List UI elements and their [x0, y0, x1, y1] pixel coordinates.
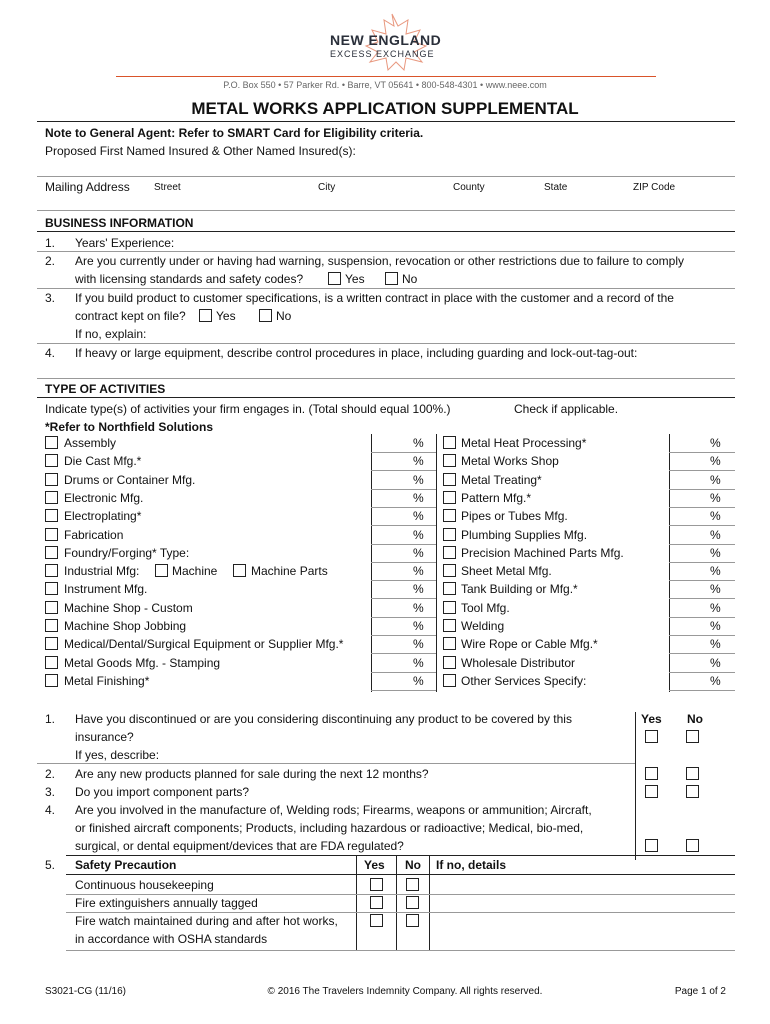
activity-left-percent-field[interactable]	[372, 563, 412, 580]
activity-right-percent: %	[710, 472, 721, 487]
activities-instruction: Indicate type(s) of activities your firm engages in. (Total should equal 100%.)	[45, 402, 451, 416]
bq3-num: 3.	[45, 291, 56, 305]
activity-left-percent-field[interactable]	[372, 581, 412, 598]
mailing-underline	[37, 210, 735, 211]
activity-right-percent-field[interactable]	[670, 673, 708, 690]
activity-left-percent-field[interactable]	[372, 673, 412, 690]
q3-no-checkbox[interactable]	[686, 785, 699, 798]
activity-right-checkbox[interactable]	[443, 528, 456, 541]
activity-left-percent: %	[413, 655, 424, 670]
northfield-note: *Refer to Northfield Solutions	[45, 420, 213, 434]
activity-left-percent-field[interactable]	[372, 435, 412, 452]
activity-right-percent-field[interactable]	[670, 508, 708, 525]
safety-header-rule	[66, 874, 735, 875]
activity-left-percent-field[interactable]	[372, 600, 412, 617]
business-heading: BUSINESS INFORMATION	[45, 216, 194, 230]
activity-left-percent: %	[413, 582, 424, 597]
activity-left-percent-field[interactable]	[372, 490, 412, 507]
bq3-explain-label: If no, explain:	[75, 327, 147, 341]
activity-left-percent-field[interactable]	[372, 472, 412, 489]
activity-left-percent: %	[413, 472, 424, 487]
county-label: County	[453, 182, 485, 193]
activity-right-label: Wire Rope or Cable Mfg.*	[461, 637, 598, 652]
safety-no-header: No	[405, 858, 421, 872]
activity-right-label: Precision Machined Parts Mfg.	[461, 545, 624, 560]
title-rule	[37, 121, 735, 122]
activity-left-checkbox[interactable]	[45, 619, 58, 632]
activity-right-label: Wholesale Distributor	[461, 655, 576, 670]
safety-item-firewatch: Fire watch maintained during and after hot works,	[75, 914, 338, 928]
activity-left-checkbox[interactable]	[45, 473, 58, 486]
q4-no-checkbox[interactable]	[686, 839, 699, 852]
activity-right-checkbox[interactable]	[443, 491, 456, 504]
logo-line2: EXCESS EXCHANGE	[330, 49, 435, 59]
q2-num: 2.	[45, 767, 56, 781]
q4-line2: or finished aircraft components; Products, including hazardous or radioactive; Medical, bio-med,	[75, 821, 584, 835]
q3-num: 3.	[45, 785, 56, 799]
activity-left-label: Assembly	[64, 436, 117, 450]
bq3-yes-checkbox[interactable]	[199, 309, 212, 322]
activity-right-percent: %	[710, 655, 721, 670]
activity-left-label: Metal Goods Mfg. - Stamping	[64, 655, 221, 670]
q1-underline	[37, 763, 635, 764]
q4-num: 4.	[45, 803, 56, 817]
business-rule	[37, 231, 735, 232]
activity-left-checkbox[interactable]	[45, 674, 58, 687]
activity-row-rule	[669, 690, 735, 691]
activity-right-percent-field[interactable]	[670, 600, 708, 617]
activity-left-label: Machine Shop - Custom	[64, 600, 193, 615]
q2-yes-checkbox[interactable]	[645, 767, 658, 780]
activity-right-label: Pipes or Tubes Mfg.	[461, 509, 568, 524]
q1-line2: insurance?	[75, 730, 134, 744]
activity-right-checkbox[interactable]	[443, 582, 456, 595]
activity-left-label: Fabrication	[64, 527, 124, 542]
safety-row3-rule	[66, 950, 735, 951]
activity-right-checkbox[interactable]	[443, 509, 456, 522]
activity-left-percent-field[interactable]	[372, 636, 412, 653]
activity-left-checkbox[interactable]	[45, 564, 58, 577]
activity-right-checkbox[interactable]	[443, 564, 456, 577]
activity-left-percent: %	[413, 527, 424, 542]
q2-text: Are any new products planned for sale during the next 12 months?	[75, 767, 429, 781]
activity-right-label: Other Services Specify:	[461, 673, 587, 688]
activity-left-percent: %	[413, 673, 424, 688]
safety-housekeeping-yes[interactable]	[370, 878, 383, 891]
logo-line1: NEW ENGLAND	[330, 32, 442, 48]
activity-right-percent: %	[710, 509, 721, 524]
activity-right-percent: %	[710, 619, 721, 633]
safety-item-housekeeping: Continuous housekeeping	[75, 878, 214, 892]
activity-left-label: Electroplating*	[64, 509, 142, 524]
bq1-text: Years' Experience:	[75, 236, 175, 250]
safety-extinguishers-details[interactable]	[432, 895, 735, 912]
activity-right-percent-field[interactable]	[670, 636, 708, 653]
activity-right-percent-field[interactable]	[670, 490, 708, 507]
activity-left-label: Drums or Container Mfg.	[64, 472, 196, 487]
q5-num: 5.	[45, 858, 56, 872]
activity-left-label: Metal Finishing*	[64, 673, 150, 688]
activity-right-percent: %	[710, 600, 721, 615]
bq3-no-label: No	[276, 309, 292, 323]
activity-right-label: Pattern Mfg.*	[461, 490, 532, 505]
bq2-num: 2.	[45, 254, 56, 268]
activity-right-percent-field[interactable]	[670, 618, 708, 635]
industrial-parts-label: Machine Parts	[251, 564, 328, 579]
activity-right-percent-field[interactable]	[670, 435, 708, 452]
insured-field[interactable]	[45, 160, 735, 176]
q1-line1: Have you discontinued or are you considering discontinuing any product to be covered by this	[75, 712, 572, 726]
bq3-no-checkbox[interactable]	[259, 309, 272, 322]
safety-item-extinguishers: Fire extinguishers annually tagged	[75, 896, 258, 910]
activity-left-percent-field[interactable]	[372, 655, 412, 672]
bq3-underline	[37, 343, 735, 344]
activity-left-checkbox[interactable]	[45, 601, 58, 614]
activity-left-checkbox[interactable]	[45, 582, 58, 595]
safety-firewatch-yes[interactable]	[370, 914, 383, 927]
bq4-num: 4.	[45, 346, 56, 360]
activity-right-percent-field[interactable]	[670, 545, 708, 562]
activity-right-percent-field[interactable]	[670, 655, 708, 672]
activity-right-percent: %	[710, 673, 721, 688]
safety-ifno-header: If no, details	[436, 858, 507, 872]
bq3-explain-field[interactable]	[155, 327, 735, 342]
q1-yes-checkbox[interactable]	[645, 730, 658, 743]
activity-left-checkbox[interactable]	[45, 637, 58, 650]
activity-left-checkbox[interactable]	[45, 528, 58, 541]
activity-row-rule	[371, 690, 436, 691]
state-label: State	[544, 182, 568, 193]
activity-right-label: Tool Mfg.	[461, 600, 510, 615]
bq3-yes-label: Yes	[216, 309, 236, 323]
check-if-applicable: Check if applicable.	[514, 402, 619, 416]
activity-left-checkbox[interactable]	[45, 491, 58, 504]
activity-left-percent: %	[413, 619, 424, 633]
bq2-line2: with licensing standards and safety codes?	[75, 272, 304, 286]
logo	[322, 10, 452, 72]
zip-label: ZIP Code	[633, 182, 676, 193]
activity-right-percent-field[interactable]	[670, 527, 708, 544]
activity-right-label: Metal Works Shop	[461, 454, 559, 469]
bq4-underline	[37, 378, 735, 379]
activity-right-label: Welding	[461, 619, 505, 633]
bq4-text: If heavy or large equipment, describe control procedures in place, including guarding and lock-out-tag-out:	[75, 346, 638, 360]
activity-right-checkbox[interactable]	[443, 637, 456, 650]
activity-right-checkbox[interactable]	[443, 454, 456, 467]
activity-right-percent: %	[710, 545, 721, 560]
agent-note: Note to General Agent: Refer to SMART Card for Eligibility criteria.	[45, 126, 424, 140]
bq2-no-label: No	[402, 272, 418, 286]
safety-table	[0, 855, 770, 955]
safety-firewatch-no[interactable]	[406, 914, 419, 927]
q3-yes-checkbox[interactable]	[645, 785, 658, 798]
activity-right-percent: %	[710, 564, 721, 579]
activities-grid	[0, 434, 770, 694]
street-label: Street	[154, 182, 181, 193]
q1-describe-field[interactable]	[170, 748, 630, 763]
q1-num: 1.	[45, 712, 56, 726]
industrial-machine-checkbox[interactable]	[155, 564, 168, 577]
activity-left-percent: %	[413, 564, 424, 579]
activity-left-percent: %	[413, 637, 424, 652]
q3-text: Do you import component parts?	[75, 785, 250, 799]
safety-divider-2	[396, 855, 397, 951]
q4-line1: Are you involved in the manufacture of, Welding rods; Firearms, weapons or ammunition; Aircraft,	[75, 803, 592, 817]
activity-left-percent-field[interactable]	[372, 453, 412, 470]
mailing-label: Mailing Address	[45, 180, 130, 194]
activities-heading: TYPE OF ACTIVITIES	[45, 382, 166, 396]
activity-left-percent-field[interactable]	[372, 527, 412, 544]
page-title: METAL WORKS APPLICATION SUPPLEMENTAL	[191, 99, 579, 118]
activity-right-checkbox[interactable]	[443, 619, 456, 632]
insured-label: Proposed First Named Insured & Other Named Insured(s):	[45, 144, 356, 158]
activity-left-percent: %	[413, 509, 424, 524]
activity-left-percent: %	[413, 600, 424, 615]
form-id: S3021-CG (11/16)	[45, 986, 126, 997]
years-experience-field[interactable]	[186, 236, 735, 251]
mailing-address-field[interactable]	[150, 194, 735, 210]
activity-left-percent: %	[413, 436, 424, 450]
activity-left-percent: %	[413, 545, 424, 560]
activity-left-checkbox[interactable]	[45, 454, 58, 467]
bq4-field[interactable]	[45, 362, 735, 378]
activity-left-label: Instrument Mfg.	[64, 582, 148, 597]
q4-yes-checkbox[interactable]	[645, 839, 658, 852]
activity-right-percent: %	[710, 527, 721, 542]
activity-right-label: Metal Treating*	[461, 472, 542, 487]
activity-left-percent-field[interactable]	[372, 508, 412, 525]
activity-right-checkbox[interactable]	[443, 546, 456, 559]
activity-right-percent: %	[710, 490, 721, 505]
safety-extinguishers-no[interactable]	[406, 896, 419, 909]
safety-top-rule	[66, 855, 735, 856]
bq2-underline	[37, 288, 735, 289]
activity-right-percent-field[interactable]	[670, 563, 708, 580]
bq1-underline	[37, 251, 735, 252]
grid-divider-mid	[436, 434, 437, 692]
safety-heading: Safety Precaution	[75, 858, 177, 872]
bq2-yes-checkbox[interactable]	[328, 272, 341, 285]
bq3-line2: contract kept on file?	[75, 309, 186, 323]
bq2-no-checkbox[interactable]	[385, 272, 398, 285]
activity-right-checkbox[interactable]	[443, 473, 456, 486]
activity-left-label: Industrial Mfg:	[64, 564, 140, 579]
activity-right-percent-field[interactable]	[670, 453, 708, 470]
activity-right-checkbox[interactable]	[443, 436, 456, 449]
safety-housekeeping-no[interactable]	[406, 878, 419, 891]
bq2-line1: Are you currently under or having had warning, suspension, revocation or other restrictions due to failure to comply	[75, 254, 684, 268]
activity-right-percent: %	[710, 637, 721, 652]
insured-underline	[37, 176, 735, 177]
activity-left-label: Die Cast Mfg.*	[64, 454, 142, 469]
activity-right-label: Tank Building or Mfg.*	[461, 582, 578, 597]
activity-right-percent-field[interactable]	[670, 472, 708, 489]
page-number: Page 1 of 2	[674, 986, 726, 997]
activity-left-checkbox[interactable]	[45, 546, 58, 559]
q1-no-checkbox[interactable]	[686, 730, 699, 743]
activity-left-label: Medical/Dental/Surgical Equipment or Supplier Mfg.*	[64, 637, 344, 652]
activity-left-checkbox[interactable]	[45, 656, 58, 669]
activity-left-percent: %	[413, 454, 424, 469]
activity-left-percent-field[interactable]	[372, 618, 412, 635]
safety-divider-1	[356, 855, 357, 951]
activity-right-percent: %	[710, 436, 721, 450]
q-yes-header: Yes	[641, 712, 662, 726]
q1-line3: If yes, describe:	[75, 748, 160, 762]
q-divider	[635, 712, 636, 860]
activity-left-checkbox[interactable]	[45, 509, 58, 522]
activity-right-percent: %	[710, 582, 721, 597]
activity-left-label: Foundry/Forging* Type:	[64, 545, 190, 560]
safety-item-firewatch-line2: in accordance with OSHA standards	[75, 932, 268, 946]
activity-right-percent-field[interactable]	[670, 581, 708, 598]
safety-divider-3	[429, 855, 430, 951]
industrial-machine-label: Machine	[172, 564, 218, 579]
activity-right-label: Plumbing Supplies Mfg.	[461, 527, 588, 542]
activity-left-percent-field[interactable]	[372, 545, 412, 562]
activity-left-label: Electronic Mfg.	[64, 490, 144, 505]
copyright: © 2016 The Travelers Indemnity Company. All rights reserved.	[267, 986, 543, 997]
header-address: P.O. Box 550 • 57 Parker Rd. • Barre, VT 05641 • 800-548-4301 • www.neee.com	[223, 80, 547, 90]
activity-left-label: Machine Shop Jobbing	[64, 619, 187, 633]
activity-left-percent: %	[413, 490, 424, 505]
safety-firewatch-details[interactable]	[432, 913, 735, 949]
safety-yes-header: Yes	[364, 858, 385, 872]
city-label: City	[318, 182, 336, 193]
activity-right-label: Sheet Metal Mfg.	[461, 564, 552, 579]
activity-right-percent: %	[710, 454, 721, 469]
bq2-yes-label: Yes	[345, 272, 365, 286]
safety-housekeeping-details[interactable]	[432, 876, 735, 893]
bq1-num: 1.	[45, 236, 56, 250]
activity-right-checkbox[interactable]	[443, 674, 456, 687]
bq3-line1: If you build product to customer specifications, is a written contract in place with the customer and a record of the	[75, 291, 674, 305]
q4-line3: surgical, or dental equipment/devices that are FDA regulated?	[75, 839, 404, 853]
header-rule	[116, 76, 656, 77]
industrial-parts-checkbox[interactable]	[233, 564, 246, 577]
activity-right-checkbox[interactable]	[443, 656, 456, 669]
q2-no-checkbox[interactable]	[686, 767, 699, 780]
activity-right-checkbox[interactable]	[443, 601, 456, 614]
activities-rule	[37, 397, 735, 398]
activity-left-checkbox[interactable]	[45, 436, 58, 449]
activity-right-label: Metal Heat Processing*	[461, 436, 587, 450]
safety-extinguishers-yes[interactable]	[370, 896, 383, 909]
q-no-header: No	[687, 712, 703, 726]
